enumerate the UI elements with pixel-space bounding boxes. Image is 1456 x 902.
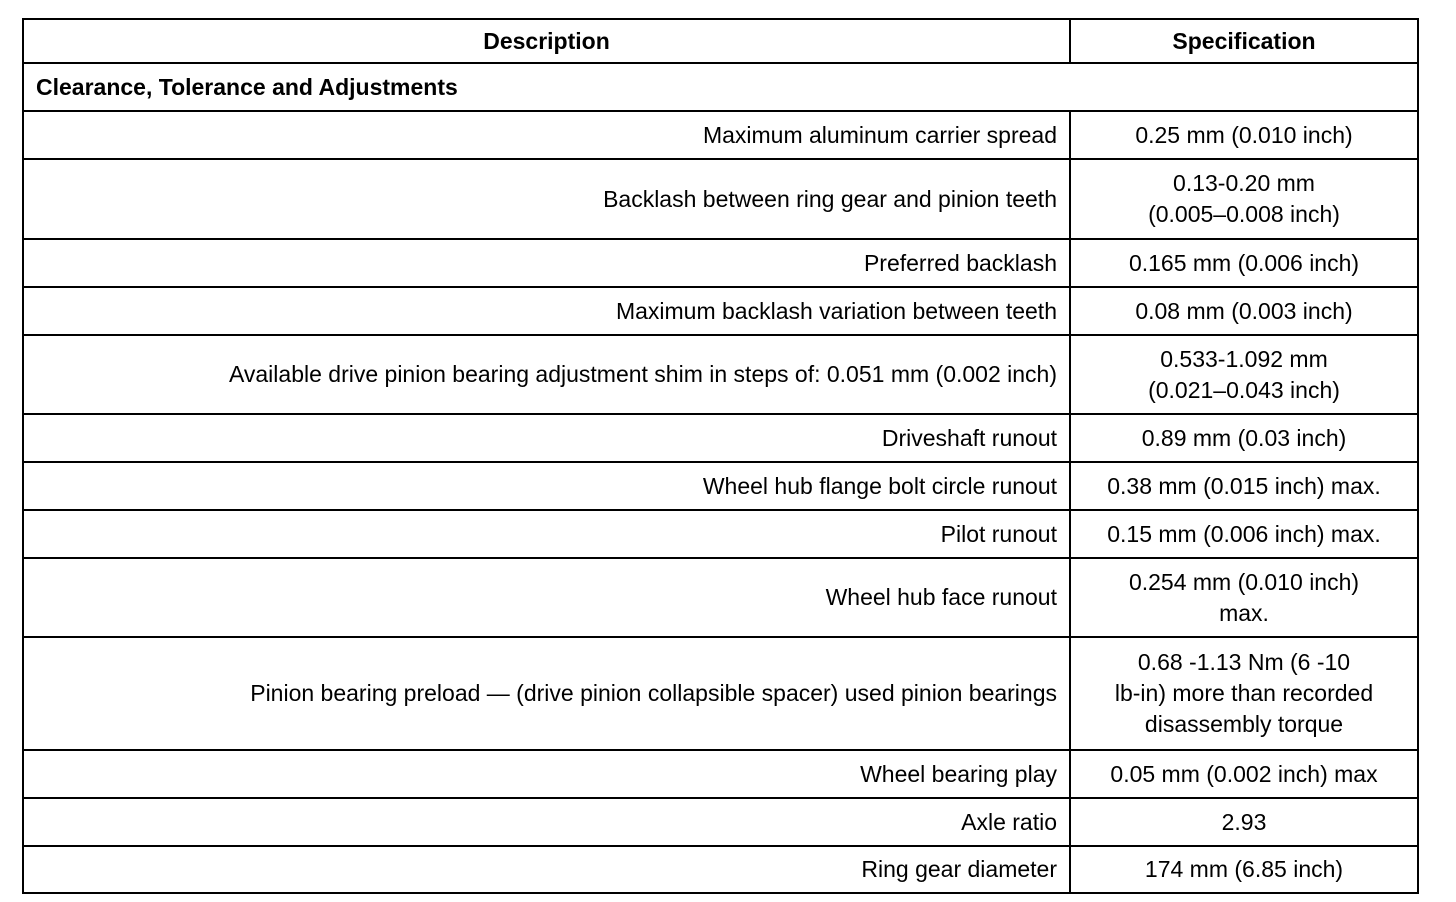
row-description: Available drive pinion bearing adjustment shim in steps of: 0.051 mm (0.002 inch): [23, 335, 1070, 414]
row-description: Ring gear diameter: [23, 846, 1070, 893]
row-specification: 0.13-0.20 mm (0.005–0.008 inch): [1070, 159, 1418, 239]
row-specification: 0.05 mm (0.002 inch) max: [1070, 750, 1418, 798]
table-row: [23, 159, 1418, 239]
row-description: Wheel bearing play: [23, 750, 1070, 798]
table-row: [23, 287, 1418, 335]
table-row: [23, 510, 1418, 558]
row-description: Axle ratio: [23, 798, 1070, 846]
table-row: [23, 239, 1418, 287]
table-row: [23, 462, 1418, 510]
row-specification: 0.254 mm (0.010 inch) max.: [1070, 558, 1418, 637]
table-row: [23, 414, 1418, 462]
table-row: [23, 335, 1418, 414]
row-specification: 2.93: [1070, 798, 1418, 846]
row-description: Wheel hub face runout: [23, 558, 1070, 637]
specification-header: Specification: [1070, 19, 1418, 63]
row-description: Maximum aluminum carrier spread: [23, 111, 1070, 159]
row-description: Wheel hub flange bolt circle runout: [23, 462, 1070, 510]
table-row: [23, 750, 1418, 798]
row-description: Pinion bearing preload — (drive pinion collapsible spacer) used pinion bearings: [23, 637, 1070, 750]
row-specification: 0.38 mm (0.015 inch) max.: [1070, 462, 1418, 510]
table-row: [23, 558, 1418, 637]
row-specification: 0.15 mm (0.006 inch) max.: [1070, 510, 1418, 558]
row-specification: 0.533-1.092 mm (0.021–0.043 inch): [1070, 335, 1418, 414]
row-specification: 0.25 mm (0.010 inch): [1070, 111, 1418, 159]
section-title: Clearance, Tolerance and Adjustments: [23, 63, 1418, 111]
row-description: Pilot runout: [23, 510, 1070, 558]
row-description: Driveshaft runout: [23, 414, 1070, 462]
row-specification: 0.08 mm (0.003 inch): [1070, 287, 1418, 335]
row-description: Preferred backlash: [23, 239, 1070, 287]
row-specification: 174 mm (6.85 inch): [1070, 846, 1418, 893]
row-specification: 0.68 -1.13 Nm (6 -10 lb-in) more than recorded disassembly torque: [1070, 637, 1418, 750]
table-row: [23, 111, 1418, 159]
table-row: [23, 637, 1418, 750]
description-header: Description: [23, 19, 1070, 63]
row-specification: 0.89 mm (0.03 inch): [1070, 414, 1418, 462]
table-row: [23, 846, 1418, 893]
header-row: [23, 19, 1418, 63]
row-description: Maximum backlash variation between teeth: [23, 287, 1070, 335]
row-description: Backlash between ring gear and pinion teeth: [23, 159, 1070, 239]
section-row: [23, 63, 1418, 111]
specification-table: [22, 18, 1419, 894]
row-specification: 0.165 mm (0.006 inch): [1070, 239, 1418, 287]
table-row: [23, 798, 1418, 846]
